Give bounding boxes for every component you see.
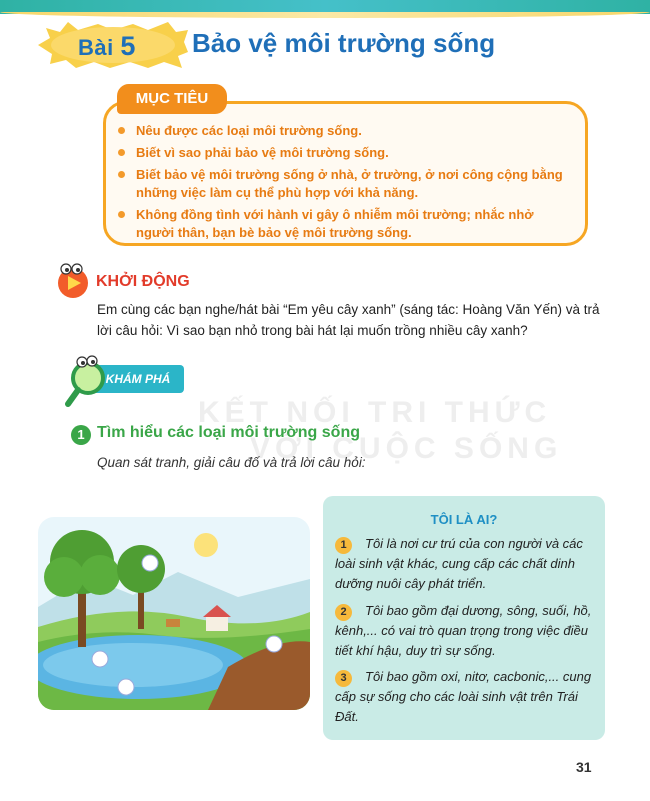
warmup-heading: KHỞI ĐỘNG	[96, 273, 190, 290]
objective-text: Nêu được các loại môi trường sống.	[136, 123, 362, 138]
section-instruction: Quan sát tranh, giải câu đố và trả lời câu hỏi:	[97, 455, 366, 470]
riddle-text: Tôi là nơi cư trú của con người và các loài sinh vật khác, cung cấp các chất dinh dưỡng nuôi cây phát triển.	[335, 536, 583, 591]
warmup-mascot-icon	[53, 261, 93, 301]
top-band-accent	[0, 12, 650, 18]
riddle-text: Tôi bao gồm đại dương, sông, suối, hồ, kênh,... có vai trò quan trọng trong việc điều tiết khí hậu, duy trì sự sống.	[335, 603, 592, 658]
magnifier-mascot-icon	[64, 352, 120, 408]
explore-label: KHÁM PHÁ	[92, 365, 184, 393]
watermark-line2: VỚI CUỘC SỐNG	[250, 432, 563, 465]
riddle-number: 3	[335, 670, 352, 687]
page-number: 31	[576, 759, 592, 775]
riddle-number: 1	[335, 537, 352, 554]
objective-text: Biết vì sao phải bảo vệ môi trường sống.	[136, 145, 389, 160]
bullet-icon	[118, 211, 125, 218]
riddle-title: TÔI LÀ AI?	[430, 512, 498, 527]
bullet-icon	[118, 127, 125, 134]
riddle-box	[323, 496, 605, 740]
bullet-icon	[118, 171, 125, 178]
lesson-label-text: Bài	[78, 35, 114, 60]
objective-item	[118, 206, 568, 242]
watermark-line1: KẾT NỐI TRI THỨC	[198, 396, 552, 429]
objectives-heading: MỤC TIÊU	[117, 84, 227, 114]
objective-item	[118, 166, 568, 202]
bullet-icon	[118, 149, 125, 156]
objectives-list	[118, 122, 568, 246]
environment-illustration	[38, 517, 310, 710]
objective-text: Không đồng tình với hành vi gây ô nhiễm môi trường; nhắc nhở người thân, bạn bè bảo vệ môi trường sống.	[136, 207, 534, 240]
lesson-label	[78, 31, 136, 62]
section-title: Tìm hiểu các loại môi trường sống	[97, 424, 360, 441]
objective-item	[118, 144, 568, 162]
riddle-text: Tôi bao gồm oxi, nitơ, cacbonic,... cung cấp sự sống cho các loài sinh vật trên Trái Đất.	[335, 669, 592, 724]
objective-text: Biết bảo vệ môi trường sống ở nhà, ở trường, ở nơi công cộng bằng những việc làm cụ thể phù hợp với khả năng.	[136, 167, 563, 200]
objective-item	[118, 122, 568, 140]
lesson-title: Bảo vệ môi trường sống	[192, 28, 496, 58]
lesson-number: 5	[120, 31, 136, 61]
riddle-number: 2	[335, 604, 352, 621]
section-number: 1	[71, 425, 91, 445]
warmup-text: Em cùng các bạn nghe/hát bài “Em yêu cây xanh” (sáng tác: Hoàng Văn Yến) và trả lời câu hỏi: Vì sao bạn nhỏ trong bài hát lại muốn trồng nhiều cây xanh?	[97, 302, 600, 338]
